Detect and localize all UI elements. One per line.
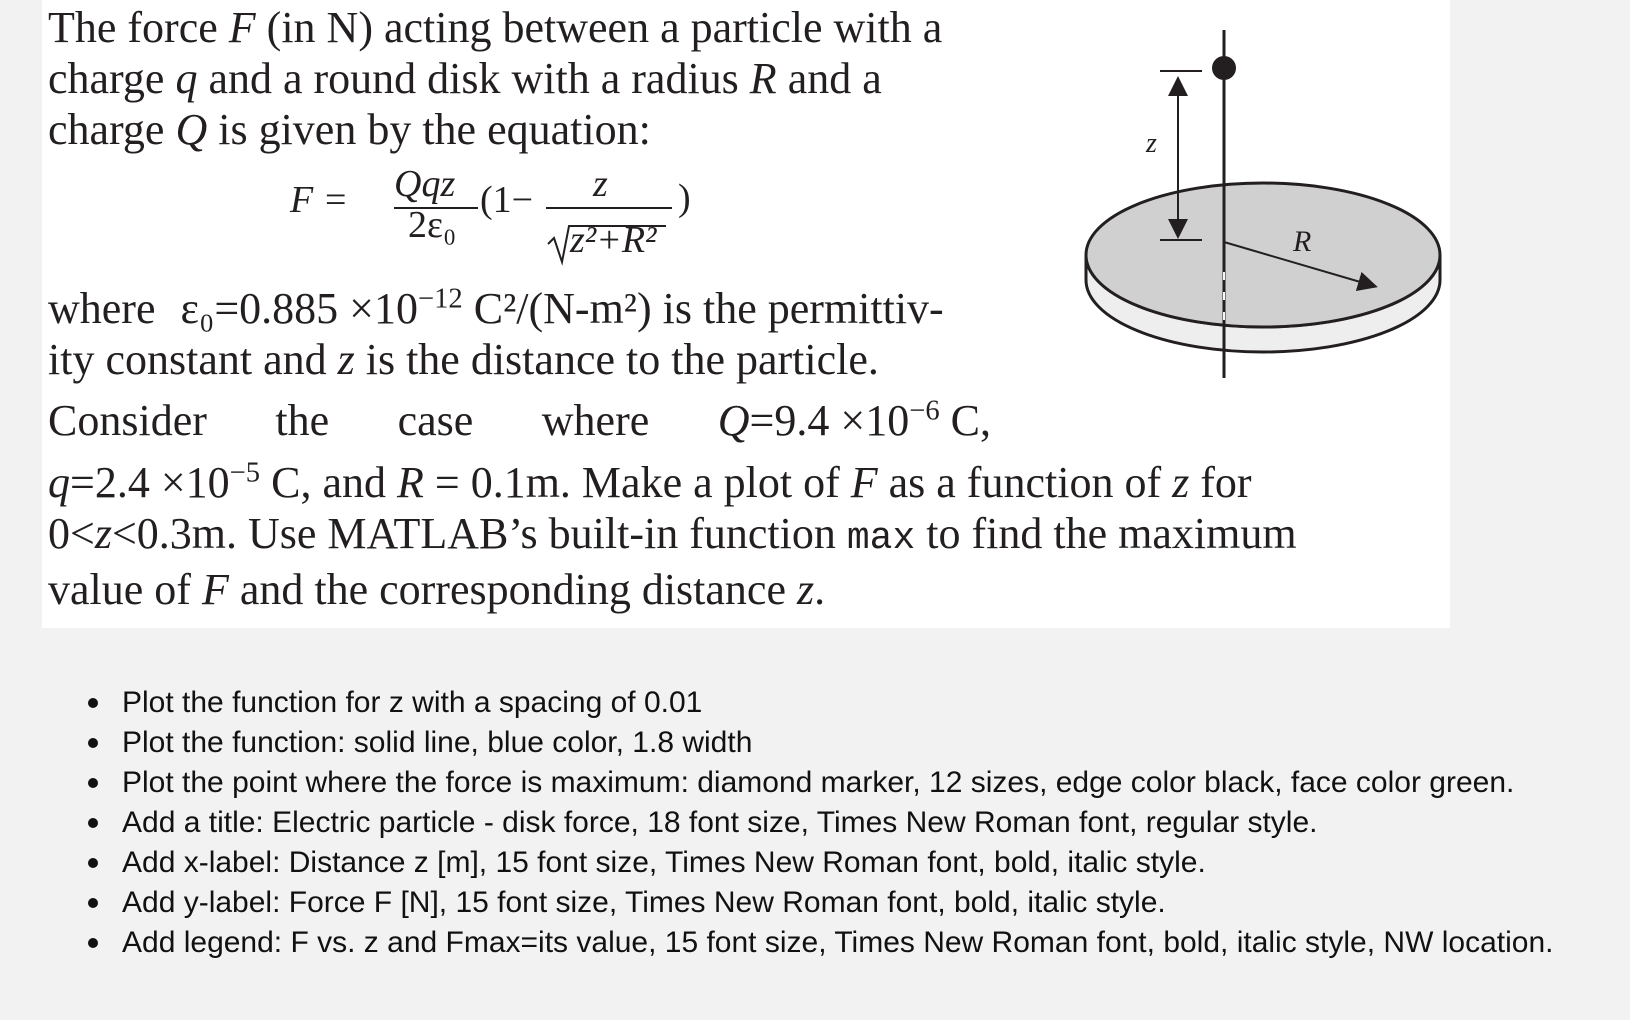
disk-top xyxy=(1086,183,1440,327)
problem-parameters xyxy=(48,457,1428,615)
instruction-item: Plot the point where the force is maximum: diamond marker, 12 sizes, edge color black, face color green. xyxy=(88,763,1608,803)
equation-open: (1− xyxy=(480,179,534,221)
equation-inner-denominator: z²+R² xyxy=(570,219,657,261)
equation-lhs: F xyxy=(290,179,314,221)
distance-description-line: ity constant and z is the distance to the particle. xyxy=(48,335,879,384)
problem-image-panel xyxy=(42,0,1450,628)
intro-line-3: charge Q is given by the equation: xyxy=(48,105,651,154)
radius-r-label: R xyxy=(1293,225,1312,258)
equation-numerator: Qqz xyxy=(394,163,456,205)
problem-intro xyxy=(48,2,942,155)
bullet-dot xyxy=(88,898,98,908)
consider-line: Consider the case where $Q=9.4 \times 10^{-6}$ C, xyxy=(48,395,991,445)
assignment-instructions xyxy=(88,683,1608,963)
bullet-dot xyxy=(88,858,98,868)
bullet-dot xyxy=(88,698,98,708)
particle-dot xyxy=(1212,56,1236,80)
disk-particle-diagram xyxy=(1078,30,1458,400)
bullet-dot xyxy=(88,778,98,788)
charge-q-value: $Q=9.4 \times 10^{-6}$ C, xyxy=(717,395,991,445)
instruction-item: Add a title: Electric particle - disk force, 18 font size, Times New Roman font, regular style. xyxy=(88,803,1608,843)
instruction-item: Add legend: F vs. z and Fmax=its value, 15 font size, Times New Roman font, bold, italic style, NW location. xyxy=(88,923,1608,963)
intro-line-2: charge q and a round disk with a radius R and a xyxy=(48,54,882,103)
bullet-dot xyxy=(88,818,98,828)
constant-description xyxy=(48,283,991,446)
equation-inner-numerator: z xyxy=(593,163,608,205)
force-equation xyxy=(290,160,710,268)
range-line: 0<z<0.3m. Use MATLAB’s built-in function max to find the maximum xyxy=(48,509,1297,560)
q-value-line: $q=2.4 \times 10^{-5}$ C, and R = 0.1m. Make a plot of F as a function of z for xyxy=(48,457,1252,507)
instruction-item: Plot the function for z with a spacing of 0.01 xyxy=(88,683,1608,723)
equation-close: ) xyxy=(678,177,691,219)
instruction-item: Plot the function: solid line, blue color, 1.8 width xyxy=(88,723,1608,763)
inner-fraction-bar xyxy=(546,207,672,209)
equation-equals: = xyxy=(325,179,347,221)
instruction-item: Add y-label: Force F [N], 15 font size, Times New Roman font, bold, italic style. xyxy=(88,883,1608,923)
intro-line-1: The force F (in N) acting between a particle with a xyxy=(48,3,943,52)
equation-denominator: 2ε₀ xyxy=(408,204,457,246)
final-line: value of F and the corresponding distance z. xyxy=(48,565,826,614)
disk-diagram-svg xyxy=(1078,30,1458,400)
where-line: where $\varepsilon_0=0.885 \times 10^{-12}$ C²/(N-m²) is the permittiv- xyxy=(48,283,944,333)
instruction-item: Add x-label: Distance z [m], 15 font size, Times New Roman font, bold, italic style. xyxy=(88,843,1608,883)
bullet-dot xyxy=(88,738,98,748)
distance-z-label: z xyxy=(1146,128,1157,159)
bullet-dot xyxy=(88,938,98,948)
